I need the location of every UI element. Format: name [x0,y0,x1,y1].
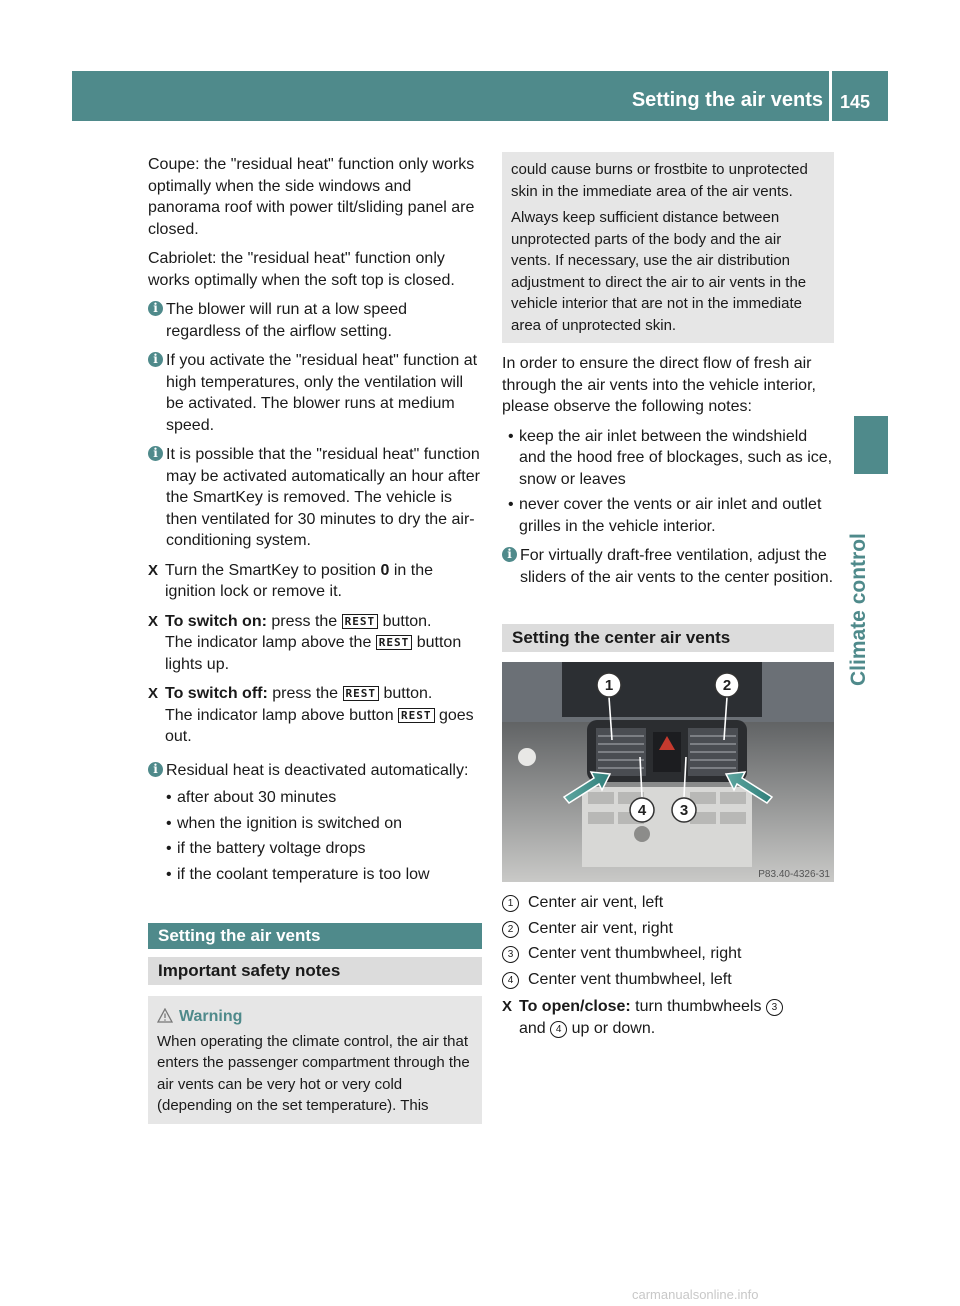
photo-code: P83.40-4326-31 [758,869,830,880]
info-note [148,299,482,342]
step-arrow-icon: X [148,685,159,702]
info-note [148,350,482,436]
list-item: • when the ignition is switched on [166,813,482,835]
legend-item: 3 Center vent thumbwheel, right [502,943,834,965]
rest-key-icon: REST [376,635,413,650]
list-item: • if the coolant temperature is too low [166,864,482,886]
side-marker [854,416,888,474]
warning-text: could cause burns or frostbite to unprotected skin in the immediate area of the air vents. [511,161,808,200]
list-item: • after about 30 minutes [166,787,482,809]
note-text: For virtually draft-free ventilation, adjust the sliders of the air vents to the center position. [520,547,834,586]
paragraph-coupe: Coupe: the "residual heat" function only works optimally when the side windows and panorama roof with power tilt/sliding panel are closed. [148,156,475,238]
warning-text: Always keep sufficient distance between unprotected parts of the body and the air vents. If necessary, use the air distribution adjustment to direct the air to air vents in the vehicle interior that are not in the immediate area of unprotected skin. [511,209,807,334]
info-icon: i [148,301,163,316]
warning-triangle-icon [157,1008,173,1023]
left-column [148,154,482,1124]
note-text: The blower will run at a low speed regardless of the airflow setting. [166,301,408,340]
callout-4: 4 [637,802,647,819]
info-icon: i [148,352,163,367]
warning-box-continued [502,152,834,343]
paragraph-cabriolet: Cabriolet: the "residual heat" function only works optimally when the soft top is closed. [148,250,455,289]
chapter-tab: Climate control [847,533,870,686]
rest-key-icon: REST [343,686,380,701]
page-title: Setting the air vents [631,89,823,111]
footer-watermark: carmanualsonline.info [632,1287,759,1302]
instruction-step: X To open/close: turn thumbwheels 3 and 4 up or down. [502,996,834,1039]
list-item: • if the battery voltage drops [166,838,482,860]
info-note [502,545,834,588]
list-item: • never cover the vents or air inlet and outlet grilles in the vehicle interior. [508,494,834,537]
warning-heading: Warning [157,1006,473,1028]
note-text: If you activate the "residual heat" function at high temperatures, only the ventilation will be activated. The blower runs at medium speed. [166,352,478,434]
callout-3: 3 [679,802,689,819]
instruction-step: X Turn the SmartKey to position 0 in the ignition lock or remove it. [148,561,434,600]
subsection-heading: Important safety notes [148,957,482,985]
instruction-step: X To switch on: press the REST button. The indicator lamp above the REST button lights up. [148,612,462,673]
info-icon: i [148,762,163,777]
step-arrow-icon: X [148,612,159,630]
intro-paragraph: In order to ensure the direct flow of fresh air through the air vents into the vehicle interior, please observe the following notes: [502,355,816,415]
legend-item: 4 Center vent thumbwheel, left [502,969,834,991]
bullet-list [166,787,482,885]
section-heading: Setting the air vents [148,923,482,949]
info-icon: i [148,446,163,461]
info-icon: i [502,547,517,562]
step-arrow-icon: X [148,561,159,579]
note-text: Residual heat is deactivated automatically: [166,761,469,779]
list-item: • keep the air inlet between the windshield and the hood free of blockages, such as ice, snow or leaves [508,426,834,491]
step-arrow-icon: X [502,998,513,1015]
info-note [148,760,482,886]
legend-item: 2 Center air vent, right [502,918,834,940]
instruction-step: X To switch off: press the REST button. The indicator lamp above button REST goes out. [148,685,474,745]
legend-item: 1 Center air vent, left [502,892,834,914]
warning-text: When operating the climate control, the air that enters the passenger compartment through the air vents can be very hot or very cold (depending on the set temperature). This [157,1032,470,1114]
callout-1: 1 [604,677,614,694]
page-number: 145 [840,92,871,112]
callout-2: 2 [722,677,732,694]
header-divider [829,71,832,121]
warning-box [148,996,482,1124]
right-column [502,152,834,1047]
rest-key-icon: REST [342,614,379,629]
info-note [148,444,482,552]
rest-key-icon: REST [398,708,435,723]
subsection-heading: Setting the center air vents [502,624,834,652]
center-air-vents-photo [502,662,834,882]
note-text: It is possible that the "residual heat" function may be activated automatically an hour after the SmartKey is removed. The vehicle is then ventilated for 30 minutes to dry the air-conditioning system. [166,446,480,549]
